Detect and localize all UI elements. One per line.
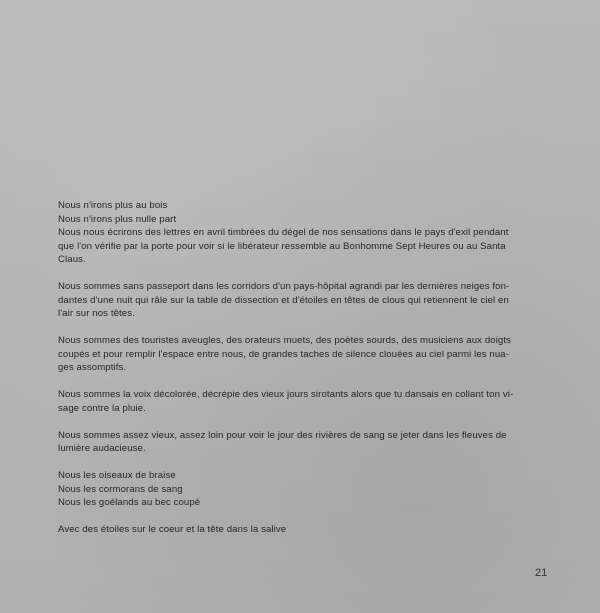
poem-line: ges assomptifs. (58, 362, 127, 373)
poem-line: Nous nous écrirons des lettres en avril timbrées du dégel de nos sensations dans le pays d'exil pendant (58, 227, 509, 238)
stanza-1 (58, 199, 553, 267)
stanza-5 (58, 429, 553, 456)
poem-line: Avec des étoiles sur le coeur et la tête dans la salive (58, 524, 287, 535)
poem-line: Nous sommes assez vieux, assez loin pour voir le jour des rivières de sang se jeter dans les fleuves de (58, 429, 507, 441)
stanza-spacer (58, 267, 553, 281)
stanza-spacer (58, 456, 553, 470)
poem-line: Nous les cormorans de sang (58, 483, 183, 495)
stanza-3 (58, 334, 553, 375)
poem-line: sage contre la pluie. (58, 402, 146, 414)
poem-line: Nous n'irons plus nulle part (58, 213, 177, 225)
poem-line: coupés et pour remplir l'espace entre nous, de grandes taches de silence clouées au ciel parmi les nua- (58, 348, 510, 360)
stanza-spacer (58, 415, 553, 429)
stanza-4 (58, 388, 553, 415)
poem-line: Claus. (58, 254, 86, 265)
stanza-6 (58, 469, 553, 510)
poem-line: l'air sur nos têtes. (58, 308, 135, 319)
poem-line: Nous sommes la voix décolorée, décrépie des vieux jours sirotants alors que tu dansais en collant ton vi- (58, 389, 514, 400)
poem-line: Nous sommes sans passeport dans les corridors d'un pays-hôpital agrandi par les dernières neiges fon- (58, 281, 510, 292)
poem-line: dantes d'une nuit qui râle sur la table de dissection et d'étoiles en têtes de clous qui retiennent le ciel en (58, 294, 509, 306)
stanza-spacer (58, 510, 553, 524)
stanza-spacer (58, 375, 553, 389)
poem-line: Nous sommes des touristes aveugles, des orateurs muets, des poètes sourds, des musiciens aux doigts (58, 335, 512, 346)
poem-text (58, 199, 553, 537)
stanza-2 (58, 280, 553, 321)
stanza-7 (58, 523, 553, 537)
poem-line: lumière audacieuse. (58, 443, 146, 454)
poem-line: que l'on vérifie par la porte pour voir si le libérateur ressemble au Bonhomme Sept Heures ou au Santa (58, 240, 506, 252)
poem-line: Nous les goélands au bec coupé (58, 497, 201, 508)
poem-line: Nous n'irons plus au bois (58, 200, 168, 211)
stanza-spacer (58, 321, 553, 335)
page-number: 21 (535, 567, 548, 579)
poem-line: Nous les oiseaux de braise (58, 470, 176, 481)
